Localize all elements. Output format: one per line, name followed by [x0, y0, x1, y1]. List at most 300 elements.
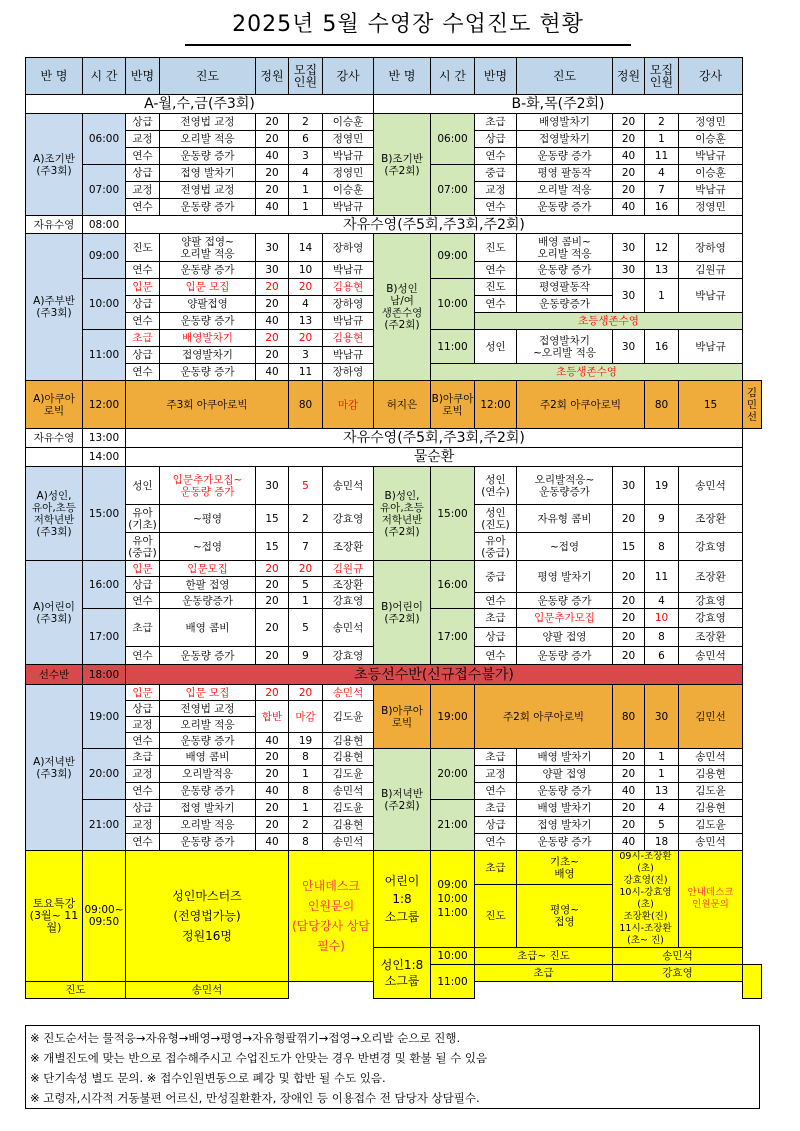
table-cell: 7 — [645, 182, 679, 199]
table-cell: 16 — [645, 330, 679, 364]
table-cell: 운동량 증가 — [517, 647, 613, 665]
table-cell: 20 — [256, 279, 289, 296]
table-cell: 송민석 — [679, 749, 743, 766]
table-cell: 15 — [613, 533, 645, 561]
column-header: 진도 — [517, 58, 613, 95]
table-cell: 배영 콤비 — [160, 749, 256, 766]
table-cell: 상급 — [475, 628, 517, 647]
table-cell: 초급 — [126, 749, 160, 766]
table-cell: 입문 — [126, 279, 160, 296]
section-a-title: A-월,수,금(주3회) — [26, 95, 374, 114]
table-cell: 20 — [613, 593, 645, 609]
table-cell: 김민선 — [679, 685, 743, 749]
time-cell: 21:00 — [83, 800, 126, 851]
table-cell: 1 — [645, 766, 679, 783]
class-group-label: A)아쿠아 로빅 — [26, 381, 83, 429]
table-cell: 입문 — [126, 685, 160, 701]
table-cell: 운동량 증가 — [517, 834, 613, 851]
table-cell: 40 — [256, 313, 289, 330]
table-cell: 장하영 — [679, 234, 743, 262]
time-cell: 10:00 — [431, 948, 475, 965]
table-cell: 연수 — [126, 148, 160, 165]
athlete-class-label: 선수반 — [26, 665, 83, 685]
table-cell: 30 — [613, 330, 645, 364]
table-cell: 30 — [613, 467, 645, 505]
table-cell: 입문 모집 — [160, 279, 256, 296]
table-cell: 상급 — [475, 817, 517, 834]
table-cell: 4 — [645, 165, 679, 182]
aquarobic-label: 주2회 아쿠아로빅 — [475, 685, 613, 749]
table-cell: 운동량 증가 — [160, 313, 256, 330]
table-cell: 20 — [256, 347, 289, 364]
class-group-label: A)조기반 (주3회) — [26, 114, 83, 216]
table-cell: 2 — [289, 505, 323, 533]
table-cell: 8 — [289, 749, 323, 766]
note-line: ※ 고령자,시각적 거동불편 어르신, 만성질환환자, 장애인 등 이용접수 전 담당자 상담필수. — [30, 1091, 480, 1105]
table-cell: 박남규 — [323, 148, 374, 165]
class-group-label: A)저녁반 (주3회) — [26, 685, 83, 851]
table-cell: 9 — [289, 647, 323, 665]
table-cell — [26, 448, 83, 467]
table-cell: ~평영 — [160, 505, 256, 533]
table-cell: 18 — [645, 834, 679, 851]
table-cell: 입문추가모집 — [517, 609, 613, 628]
table-cell: 13 — [645, 262, 679, 279]
table-cell: 김도윤 — [679, 783, 743, 800]
table-cell: 진도 — [126, 234, 160, 262]
note-line: ※ 단기속성 별도 문의. ※ 접수인원변동으로 폐강 및 합반 될 수도 있음. — [30, 1071, 386, 1085]
table-cell: 강효영 — [679, 533, 743, 561]
time-cell: 09:00 10:00 11:00 — [431, 851, 475, 948]
table-cell: 입문 — [126, 561, 160, 577]
table-cell: 8 — [645, 628, 679, 647]
time-cell: 09:00~ 09:50 — [83, 851, 126, 982]
table-cell: 한팔 접영 — [160, 577, 256, 593]
time-cell: 08:00 — [83, 216, 126, 234]
table-cell: 상급 — [126, 296, 160, 313]
table-cell: 11 — [645, 561, 679, 593]
table-cell: 20 — [613, 182, 645, 199]
table-cell: 5 — [289, 577, 323, 593]
class-group-label: B)어린이 (주2회) — [374, 561, 431, 665]
table-cell: 6 — [645, 647, 679, 665]
table-cell: 상급 — [126, 114, 160, 131]
table-cell: 박남규 — [323, 262, 374, 279]
free-swim-label: 자유수영 — [26, 429, 83, 448]
table-cell: 운동량 증가 — [160, 262, 256, 279]
table-cell: 배영발차기 — [160, 330, 256, 347]
table-cell: 배영 발차기 — [517, 749, 613, 766]
table-cell: 교정 — [475, 182, 517, 199]
table-cell: 평영~ 접영 — [517, 885, 613, 948]
free-swim-banner: 자유수영(주5회,주3회,주2회) — [126, 429, 743, 448]
table-cell: 김민선 — [743, 381, 762, 429]
time-cell: 11:00 — [431, 965, 475, 999]
time-cell: 10:00 — [431, 279, 475, 330]
table-cell: 연수 — [475, 834, 517, 851]
table-cell: 30 — [256, 262, 289, 279]
table-cell: 3 — [289, 347, 323, 364]
time-cell: 14:00 — [83, 448, 126, 467]
table-cell: 운동량 증가 — [517, 262, 613, 279]
table-cell: 상급 — [475, 131, 517, 148]
table-cell: 40 — [613, 783, 645, 800]
table-cell: 이승훈 — [323, 182, 374, 199]
table-cell: 오리발 적응 — [160, 131, 256, 148]
table-cell: 조장환 — [323, 533, 374, 561]
notes-box — [25, 1025, 760, 1109]
time-cell: 16:00 — [83, 561, 126, 609]
table-cell: 자유형 콤비 — [517, 505, 613, 533]
table-cell: 양팔 접영 — [517, 766, 613, 783]
table-cell: 4 — [289, 165, 323, 182]
table-cell: 조장환 — [323, 577, 374, 593]
table-cell: 초급 — [475, 965, 613, 982]
table-cell: 초급 — [475, 800, 517, 817]
table-cell: 9 — [645, 505, 679, 533]
table-cell: 20 — [613, 505, 645, 533]
table-cell: 유아 (기초) — [126, 505, 160, 533]
table-cell: 연수 — [475, 199, 517, 216]
table-cell: 오리발 적응 — [160, 817, 256, 834]
table-cell: 상급 — [126, 347, 160, 364]
table-cell: 박남규 — [679, 148, 743, 165]
table-cell: 박남규 — [679, 182, 743, 199]
table-cell: 15 — [256, 533, 289, 561]
table-cell: 20 — [613, 817, 645, 834]
table-cell: 강효영 — [323, 647, 374, 665]
table-cell: 20 — [256, 593, 289, 609]
survival-swim-banner: 초등생존수영 — [475, 313, 743, 330]
time-cell: 07:00 — [83, 165, 126, 216]
info-desk-note: 안내데스크 인원문의 (담당강사 상담필수) — [289, 851, 374, 982]
table-cell: 오리발적응~ 운동량증가 — [517, 467, 613, 505]
table-cell: 19 — [289, 733, 323, 749]
table-cell: 교정 — [475, 766, 517, 783]
table-cell: 박남규 — [679, 279, 743, 313]
table-cell: 연수 — [475, 783, 517, 800]
table-cell: 운동량 증가 — [160, 783, 256, 800]
table-cell: 중급 — [475, 165, 517, 182]
table-cell: 김용현 — [323, 330, 374, 347]
table-cell: 초급 — [475, 851, 517, 885]
column-header: 반명 — [475, 58, 517, 95]
table-cell: 송민석 — [613, 948, 743, 965]
table-cell: 정영민 — [323, 165, 374, 182]
table-cell: 40 — [256, 783, 289, 800]
table-cell: 송민석 — [679, 647, 743, 665]
table-cell: 20 — [256, 296, 289, 313]
table-cell: 20 — [613, 114, 645, 131]
table-cell: 정영민 — [679, 199, 743, 216]
table-cell: 전영법 교정 — [160, 701, 256, 717]
kids-small-group-label: 어린이 1:8 소그룹 — [374, 851, 431, 948]
table-cell: 입문 모집 — [160, 685, 256, 701]
time-cell: 09:00 — [431, 234, 475, 279]
time-cell: 16:00 — [431, 561, 475, 609]
table-cell: 유아 (중급) — [475, 533, 517, 561]
table-cell: 김용현 — [323, 817, 374, 834]
table-cell: 운동량 증가 — [160, 733, 256, 749]
table-cell: 연수 — [475, 647, 517, 665]
table-cell: 운동량 증가 — [517, 148, 613, 165]
table-cell: 80 — [645, 381, 679, 429]
time-cell: 11:00 — [431, 330, 475, 364]
table-cell: 강효영 — [323, 505, 374, 533]
table-cell: 송민석 — [679, 834, 743, 851]
table-cell: 10 — [645, 609, 679, 628]
table-cell: 13 — [645, 783, 679, 800]
table-cell: 14 — [289, 234, 323, 262]
class-group-label: B)저녁반 (주2회) — [374, 749, 431, 851]
table-cell: 30 — [613, 234, 645, 262]
time-cell: 12:00 — [83, 381, 126, 429]
table-cell: 진도 — [475, 279, 517, 296]
column-header: 진도 — [160, 58, 256, 95]
table-cell: ~접영 — [517, 533, 613, 561]
table-cell: 배영 콤비~ 오리발 적응 — [517, 234, 613, 262]
table-cell: 5 — [289, 609, 323, 647]
time-cell: 06:00 — [83, 114, 126, 165]
table-cell: 20 — [256, 561, 289, 577]
table-cell: 조장환 — [679, 628, 743, 647]
table-cell: 20 — [256, 131, 289, 148]
table-cell: 상급 — [126, 577, 160, 593]
table-cell: 운동량 증가 — [517, 593, 613, 609]
table-cell: 접영발차기 — [160, 347, 256, 364]
table-cell: 20 — [256, 766, 289, 783]
table-cell: 연수 — [126, 364, 160, 381]
table-cell: ~접영 — [160, 533, 256, 561]
table-cell: 접영 발차기 — [517, 817, 613, 834]
time-cell: 20:00 — [83, 749, 126, 800]
time-cell: 19:00 — [83, 685, 126, 749]
time-cell: 09:00 — [83, 234, 126, 279]
table-cell: 평영팔동작 — [517, 279, 613, 296]
table-cell: 합반 — [256, 701, 289, 733]
table-cell: 초급 — [475, 114, 517, 131]
table-cell: 40 — [256, 148, 289, 165]
table-cell: 2 — [289, 114, 323, 131]
aquarobic-label: 주3회 아쿠아로빅 — [126, 381, 289, 429]
table-cell: 1 — [289, 199, 323, 216]
table-cell: 양팔 접영~ 오리발 적응 — [160, 234, 256, 262]
column-header: 시 간 — [83, 58, 126, 95]
class-group-label: B)성인 남/여 생존수영 (주2회) — [374, 234, 431, 381]
table-cell: 마감 — [323, 381, 374, 429]
column-header: 반명 — [126, 58, 160, 95]
table-cell: 배영 콤비 — [160, 609, 256, 647]
table-cell: 유아 (중급) — [126, 533, 160, 561]
table-cell: 입문추가모집~ 운동량 증가 — [160, 467, 256, 505]
table-cell: 3 — [289, 148, 323, 165]
table-cell: 20 — [289, 279, 323, 296]
table-cell: 20 — [256, 647, 289, 665]
table-cell: 20 — [256, 577, 289, 593]
table-cell: 1 — [645, 131, 679, 148]
table-cell: 20 — [289, 561, 323, 577]
time-cell: 20:00 — [431, 749, 475, 800]
free-swim-label: 자유수영 — [26, 216, 83, 234]
table-cell: 중급 — [475, 561, 517, 593]
table-cell: 20 — [256, 817, 289, 834]
table-cell: 상급 — [126, 701, 160, 717]
class-group-label: B)성인, 유아,초등 저학년반 (주2회) — [374, 467, 431, 561]
table-cell: 20 — [256, 685, 289, 701]
table-cell: 15 — [679, 381, 743, 429]
table-cell: 성인 — [475, 330, 517, 364]
time-cell: 10:00 — [83, 279, 126, 330]
table-cell: 강효영 — [613, 965, 743, 982]
table-cell: 20 — [256, 114, 289, 131]
table-cell: 오리발적응 — [160, 766, 256, 783]
table-cell: 20 — [256, 609, 289, 647]
page-title: 2025년 5월 수영장 수업진도 현황 — [185, 6, 631, 46]
adult-small-group-label: 성인1:8 소그룹 — [374, 948, 431, 999]
table-cell: 오리발 적응 — [517, 182, 613, 199]
table-cell: 박남규 — [323, 199, 374, 216]
column-header: 정원 — [613, 58, 645, 95]
section-b-title: B-화,목(주2회) — [374, 95, 743, 114]
table-cell: 김용현 — [679, 766, 743, 783]
table-cell: 1 — [289, 182, 323, 199]
table-cell: 조장환 — [679, 505, 743, 533]
time-cell: 12:00 — [475, 381, 517, 429]
table-cell: 운동량증가 — [517, 296, 613, 313]
table-cell: 송민석 — [126, 982, 289, 999]
note-line: ※ 개별진도에 맞는 반으로 접수해주시고 수업진도가 안맞는 경우 반변경 및 환불 될 수 있음 — [30, 1051, 488, 1065]
table-cell: 연수 — [475, 593, 517, 609]
table-cell: 연수 — [126, 647, 160, 665]
table-cell: 입문모집 — [160, 561, 256, 577]
table-cell: 40 — [256, 834, 289, 851]
table-cell: 20 — [256, 800, 289, 817]
time-cell: 07:00 — [431, 165, 475, 216]
table-cell: 연수 — [126, 834, 160, 851]
table-cell: 4 — [289, 296, 323, 313]
table-cell: 2 — [289, 817, 323, 834]
table-cell: 초급 — [126, 330, 160, 347]
masters-class: 성인마스터즈 (전영법가능) 정원16명 — [126, 851, 289, 982]
table-cell: 양팔접영 — [160, 296, 256, 313]
table-cell: 장하영 — [323, 234, 374, 262]
table-cell: 양팔 접영 — [517, 628, 613, 647]
table-cell: 김도윤 — [323, 800, 374, 817]
table-cell: 김도윤 — [679, 817, 743, 834]
saturday-special-label: 토요특강 (3월~ 11월) — [26, 851, 83, 982]
table-cell: 30 — [613, 262, 645, 279]
note-line: ※ 진도순서는 물적응→자유형→배영→평영→자유형팔꺾기→접영→오리발 순으로 진행. — [30, 1031, 461, 1045]
table-cell: 운동량 증가 — [160, 834, 256, 851]
table-cell: 박남규 — [323, 347, 374, 364]
table-cell: 교정 — [126, 182, 160, 199]
table-cell: 1 — [289, 800, 323, 817]
athlete-banner: 초등선수반(신규접수불가) — [126, 665, 743, 685]
time-cell: 11:00 — [83, 330, 126, 381]
schedule-table — [25, 57, 762, 999]
table-cell: 이승훈 — [323, 114, 374, 131]
table-cell: 6 — [289, 131, 323, 148]
table-cell: 11 — [645, 148, 679, 165]
table-cell: 20 — [613, 628, 645, 647]
table-cell: 20 — [256, 749, 289, 766]
table-cell: 80 — [289, 381, 323, 429]
table-cell: 40 — [613, 199, 645, 216]
table-cell: 접영 발차기 — [160, 800, 256, 817]
table-cell: 1 — [289, 766, 323, 783]
time-cell: 21:00 — [431, 800, 475, 851]
table-cell: 김용현 — [323, 749, 374, 766]
table-cell: 10 — [289, 262, 323, 279]
table-cell: 연수 — [126, 733, 160, 749]
table-cell: 상급 — [126, 165, 160, 182]
class-group-label: B)아쿠아 로빅 — [431, 381, 475, 429]
table-cell: 강효영 — [679, 609, 743, 628]
time-cell: 17:00 — [431, 609, 475, 665]
table-cell: 김원규 — [323, 561, 374, 577]
class-group-label: B)아쿠아 로빅 — [374, 685, 431, 749]
table-cell: 15 — [256, 505, 289, 533]
table-cell: 30 — [256, 467, 289, 505]
table-cell: 운동량 증가 — [517, 783, 613, 800]
table-cell: 강효영 — [679, 593, 743, 609]
table-cell: 초급 — [126, 609, 160, 647]
table-cell: 19 — [645, 467, 679, 505]
table-cell: 평영 팔동작 — [517, 165, 613, 182]
table-cell: 20 — [613, 131, 645, 148]
column-header: 반 명 — [374, 58, 431, 95]
table-cell: 8 — [289, 834, 323, 851]
table-cell: 8 — [289, 783, 323, 800]
table-cell: 교정 — [126, 131, 160, 148]
table-cell: 박남규 — [323, 313, 374, 330]
column-header: 강사 — [323, 58, 374, 95]
table-cell: 운동량 증가 — [160, 199, 256, 216]
table-cell: 12 — [645, 234, 679, 262]
water-cycle-banner: 물순환 — [126, 448, 743, 467]
table-cell: 김도윤 — [323, 701, 374, 733]
table-cell: 이승훈 — [679, 131, 743, 148]
table-cell: 연수 — [126, 593, 160, 609]
table-cell: 20 — [256, 182, 289, 199]
table-cell: 성인 (연수) — [475, 467, 517, 505]
table-cell: 40 — [256, 364, 289, 381]
column-header: 시 간 — [431, 58, 475, 95]
table-cell: 연수 — [126, 199, 160, 216]
table-cell: 4 — [645, 593, 679, 609]
time-cell: 15:00 — [431, 467, 475, 561]
column-header: 반 명 — [26, 58, 83, 95]
table-cell: 송민석 — [323, 467, 374, 505]
table-cell: 운동량 증가 — [517, 199, 613, 216]
table-cell: 30 — [256, 234, 289, 262]
table-cell: 교정 — [126, 817, 160, 834]
table-cell: 정영민 — [323, 131, 374, 148]
table-cell: 연수 — [126, 313, 160, 330]
table-cell: 연수 — [475, 262, 517, 279]
table-cell: 연수 — [475, 148, 517, 165]
table-cell: 접영 발차기 — [160, 165, 256, 182]
time-cell: 19:00 — [431, 685, 475, 749]
table-cell: 20 — [256, 165, 289, 182]
table-cell: 초급~ 진도 — [475, 948, 613, 965]
table-cell: 교정 — [126, 717, 160, 733]
time-cell: 06:00 — [431, 114, 475, 165]
table-cell: 2 — [645, 114, 679, 131]
class-group-label: B)조기반 (주2회) — [374, 114, 431, 216]
table-cell: 20 — [613, 800, 645, 817]
table-cell: 40 — [613, 834, 645, 851]
